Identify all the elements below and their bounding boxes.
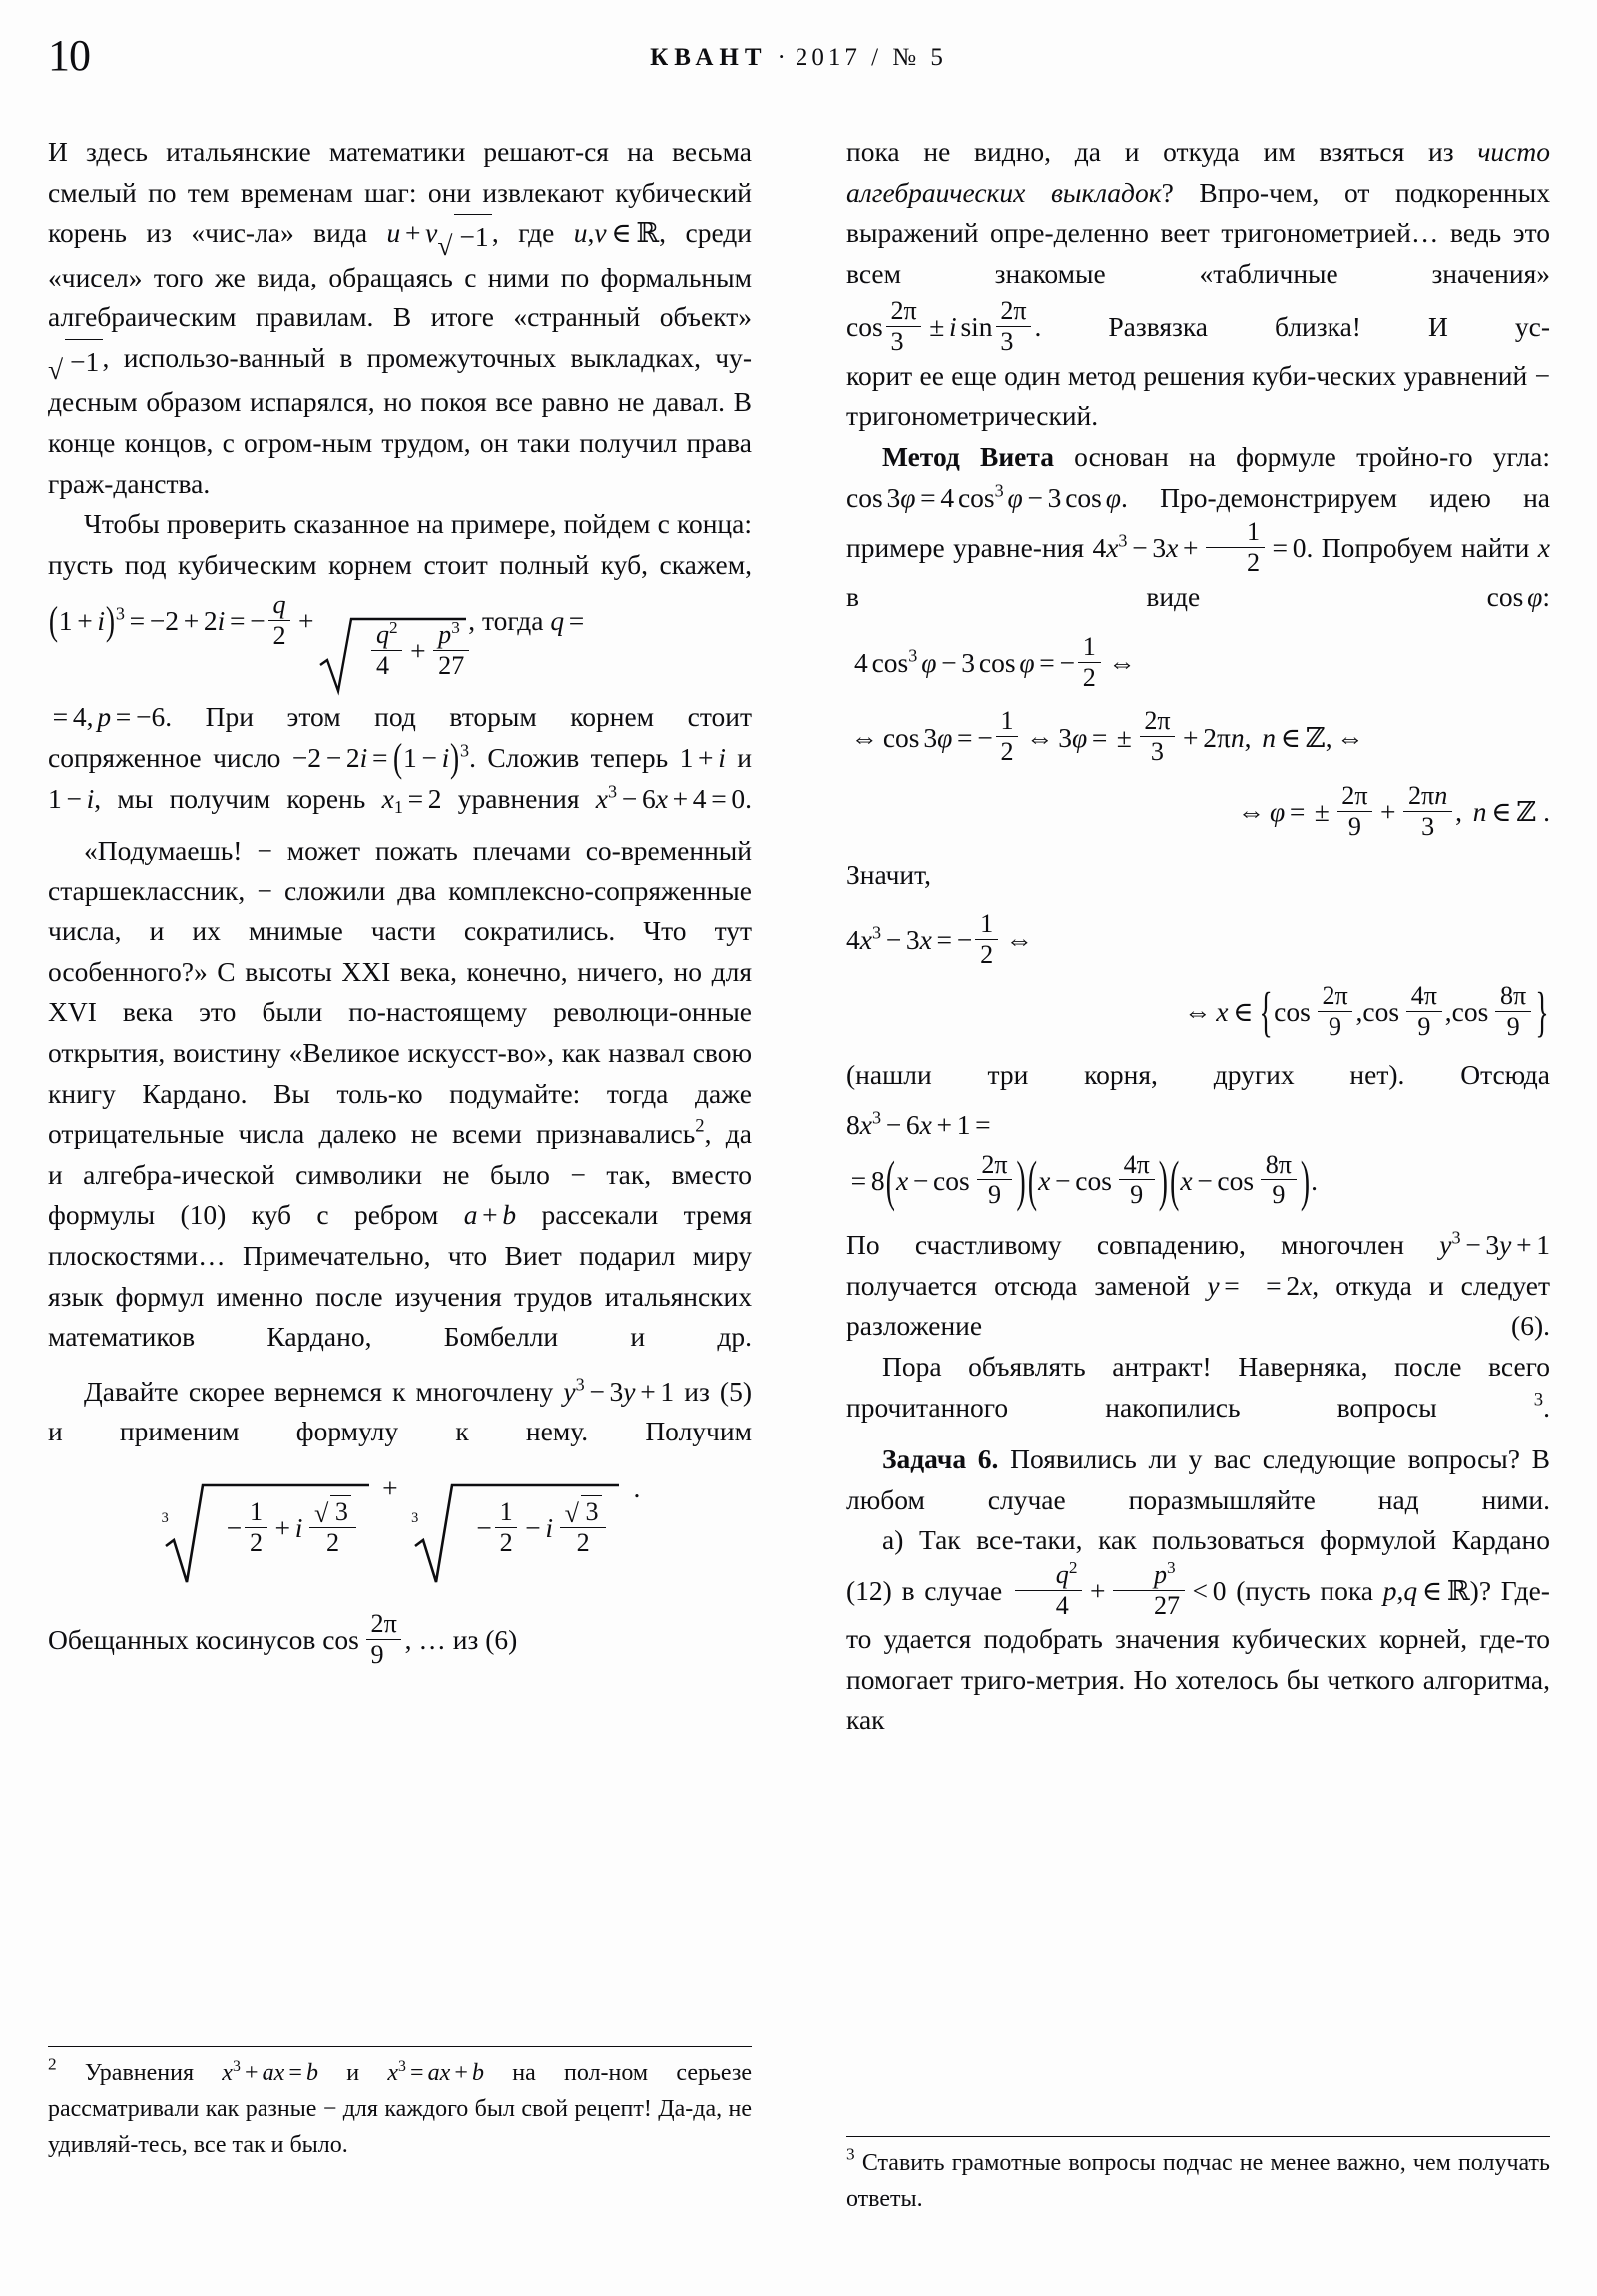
- issue-label: 2017 / № 5: [795, 44, 947, 71]
- footnote-rule-right: [846, 2136, 1550, 2137]
- formula-cubic-x3-6x-4: $x^3 - 6x + 4 = 0$: [595, 780, 746, 814]
- display-eq-5-root-set: ⇔ x ∈ {cos $\frac{2\pi}{9}$ ,cos $\frac{4\pi}{9}$ ,cos $\frac{8\pi}{9}$ }: [1184, 980, 1549, 1043]
- display-eq-3: ⇔ φ = ± $\frac{2\pi}{9}$ + $\frac{2\pi n}{3}$ , n ∈ ℤ .: [1237, 780, 1550, 841]
- formula-x3-equals-ax-b: $x^3$ = ax + b: [387, 2057, 484, 2086]
- r-paragraph-3: Значит,: [846, 860, 931, 891]
- footnote-3: [846, 2145, 1550, 2217]
- footnote-3-number: 3: [846, 2144, 855, 2164]
- formula-u-v-in-R: u,v ∈ ℝ: [573, 217, 660, 249]
- formula-sqrt-minus1: √ −1: [48, 342, 103, 373]
- r-paragraph-7-task: [846, 1439, 1550, 1520]
- formula-discriminant-negative: $\frac{q^2}{4}$ + $\frac{p^3}{27}$ < 0: [1012, 1575, 1227, 1606]
- footnote-rule-left: [48, 2046, 752, 2047]
- formula-x3-ax-b: $x^3$ + ax = b: [222, 2057, 318, 2086]
- paragraph-1: И здесь итальянские математики решают-ся на весьма смелый по тем временам шаг: они извлекают кубический корень из «чис-ла» вида u + v √ −1 , где u,v ∈ ℝ, среди «чисел» того же вида, обращаясь с ними по формальным алгебраическим правилам. В итоге «странный объект» √ −1 , использо-ванный в промежуточных выкладках, чу-десным образом испарялся, но покоя все равно не давал. В конце концов, с огром-ным трудом, он таки получил права граж-данства.: [48, 136, 752, 499]
- r-paragraph-5: По счастливому совпадению, многочлен $y^3 - 3y + 1$ получается отсюда заменой y = = 2x, откуда и следует разложение (6).: [846, 1227, 1551, 1342]
- paragraph-3: «Подумаешь! − может пожать плечами со-временный старшеклассник, − сложили два комплексно-сопряженные числа, и их мнимые части сократились. Что тут особенного?» С высоты XXI века, конечно, ничего, но для XVI века это были по-настоящему революци-онные открытия, воистину «Великое искусст-во», как назвал свою книгу Кардано. Вы толь-ко подумайте: тогда даже отрицательные числа далеко не всеми признавались$^2$, да и алгебра-ической символики не было − так, вместо формулы (10) куб с ребром a + b рассекали тремя плоскостями… Примечательно, что Виет подарил миру язык формул именно после изучения трудов итальянских математиков Кардано, Бомбелли и др.: [48, 835, 752, 1353]
- formula-equals-2x: = 2x: [1266, 1269, 1313, 1301]
- journal-title: КВАНТ: [650, 44, 768, 71]
- display-eq-6: $8x^3 - 6x + 1$ =: [846, 1107, 991, 1141]
- footnote-ref-3: 3: [1533, 1388, 1544, 1410]
- formula-y-equals: y =: [1207, 1269, 1240, 1301]
- header-separator: ·: [777, 44, 786, 71]
- r-paragraph-6: Пора объявлять антракт! Наверняка, после всего прочитанного накопились вопросы $^3$.: [846, 1350, 1550, 1423]
- formula-q4-p-minus6: = 4, p = −6.: [52, 701, 173, 733]
- task-6-heading: Задача 6.: [882, 1443, 999, 1475]
- footnote-2-number: 2: [48, 2054, 57, 2074]
- display-eq-2: ⇔ cos 3φ = − $\frac{1}{2}$ ⇔ 3φ = ± $\frac{2\pi}{3}$ + 2πn, n ∈ ℤ, ⇔: [850, 706, 1364, 767]
- method-vieta-heading: Метод Виета: [882, 440, 1054, 472]
- footnote-block-right: [846, 2136, 1550, 2217]
- formula-conjugate: $-2 - 2i = (1 - i)^3$: [291, 734, 470, 780]
- formula-y3-3y-plus-1: $y^3 - 3y + 1$: [1439, 1227, 1550, 1261]
- formula-x1-equals-2: $x_1 = 2$: [381, 782, 442, 817]
- right-column: [846, 132, 1550, 1741]
- formula-cos-isin-2pi-3: cos $\frac{2\pi}{3}$ ± i sin $\frac{2\pi}{3}$: [846, 311, 1034, 342]
- formula-q-equals: q =: [550, 605, 585, 637]
- footnote-ref-2: 2: [695, 1115, 705, 1137]
- display-eq-1: 4 $\cos^3 \varphi - 3$ cos φ = − $\frac{1}{2}$ ⇔: [854, 632, 1136, 692]
- left-column: [48, 132, 752, 1669]
- r-paragraph-1-cont: корит ее еще один метод решения куби-ческих уравнений − тригонометрический.: [846, 359, 1550, 432]
- r-paragraph-2: Метод Виета основан на формуле тройно-го угла: cos 3φ = 4 $\cos^3 \varphi - 3$ cos φ. Про-демонстрируем идею на примере уравне-ния $4x^3 - 3x$ + $\frac{1}{2}$ = 0. Попробуем найти x в виде cos φ:: [846, 440, 1550, 612]
- formula-y3-3y-1: $y^3 - 3y + 1$: [563, 1374, 675, 1407]
- paragraph-2-cont: = 4, p = −6. При этом под вторым корнем стоит сопряженное число $-2 - 2i = (1 - i)^3$. Сложив теперь 1 + i и 1 − i, мы получим корень $x_1 = 2$ уравнения $x^3 - 6x + 4 = 0$.: [48, 701, 752, 817]
- paragraph-2: Чтобы проверить сказанное на примере, пойдем с конца: пусть под кубическим корнем стоит полный куб, скажем,: [48, 508, 752, 580]
- formula-triple-angle: cos 3φ = 4 $\cos^3 \varphi - 3$ cos φ: [846, 480, 1121, 513]
- variable-x: x: [1537, 532, 1550, 564]
- formula-1-minus-i: 1 − i: [48, 782, 95, 814]
- formula-a-plus-b: a + b: [463, 1199, 517, 1231]
- paragraph-4: Давайте скорее вернемся к многочлену $y^3 - 3y + 1$ из (5) и применим формулу к нему. Получим: [48, 1374, 752, 1447]
- display-formula-cube-roots: 3 − $\frac{1}{2}$ + i √ 3 2 + 3 − $\frac{1}{2}$ − i √ 3 2 .: [48, 1472, 752, 1588]
- italic-phrase-algebraic: чисто алгебраических выкладок: [846, 136, 1550, 208]
- footnote-3-text: Ставить грамотные вопросы подчас не менее важно, чем получать ответы.: [846, 2150, 1550, 2212]
- page-number: 10: [48, 31, 90, 80]
- footnote-2: $^2$ Уравнения $x^3$ + ax = b и $x^3$ = ax + b на пол-ном серьезе рассматривали как разные − для каждого был свой рецепт! Да-да, не удивляй-тесь, все так и было.: [48, 2054, 753, 2158]
- paragraph-2-formula-line: $(1 + i)^3 = -2 + 2i$ = − $\frac{q}{2}$ + $\frac{q^2}{4}$ + $\frac{p^3}{27}$ , тогда q =: [48, 591, 752, 697]
- footnote-block-left: [48, 2046, 752, 2163]
- display-eq-4: $4x^3 - 3x$ = − $\frac{1}{2}$ ⇔: [846, 908, 1034, 969]
- formula-1-plus-i-cubed: $(1 + i)^3 = -2 + 2i$ = − $\frac{q}{2}$ + $\frac{q^2}{4}$ + $\frac{p^3}{27}$: [48, 605, 468, 636]
- r-paragraph-1-formula: cos $\frac{2\pi}{3}$ ± i sin $\frac{2\pi}{3}$ . Развязка близка! И ус-: [846, 296, 1550, 357]
- task-6-text: Появились ли у вас следующие вопросы? В любом случае поразмышляйте над ними.: [846, 1443, 1551, 1515]
- formula-4x3-3x-half: $4x^3 - 3x$ + $\frac{1}{2}$ = 0: [1092, 517, 1307, 577]
- running-head: [0, 44, 1597, 72]
- formula-u-plus-v-sqrt-minus1: u + v √ −1: [387, 217, 492, 248]
- r-paragraph-4: (нашли три корня, других нет). Отсюда: [846, 1058, 1550, 1090]
- page-header: [0, 28, 1597, 88]
- formula-cos-phi: cos φ: [1486, 580, 1543, 612]
- paragraph-5: Обещанных косинусов cos $\frac{2\pi}{9}$ , … из (6): [48, 1609, 518, 1669]
- formula-1-plus-i: 1 + i: [679, 741, 726, 773]
- r-paragraph-1: пока не видно, да и откуда им взяться из чисто алгебраических выкладок? Впро-чем, от подкоренных выражений опре-деленно веет тригонометрией… ведь это всем знакомые «табличные значения»: [846, 136, 1550, 288]
- formula-cos-2pi-9: cos $\frac{2\pi}{9}$: [322, 1624, 404, 1655]
- r-paragraph-8: а) Так все-таки, как пользоваться формулой Кардано (12) в случае $\frac{q^2}{4}$ + $\frac{p^3}{27}$ < 0 (пусть пока p,q ∈ ℝ)? Где-то удается подобрать значения кубических корней, где-то помогает триго-метрия. Но хотелось бы четкого алгоритма, как: [846, 1524, 1550, 1736]
- formula-p-q-in-R: p,q ∈ ℝ: [1382, 1575, 1470, 1607]
- display-eq-7-factorization: = 8(x − cos $\frac{2\pi}{9}$ )(x − cos $\frac{4\pi}{9}$ )(x − cos $\frac{8\pi}{9}$ ).: [850, 1148, 1319, 1212]
